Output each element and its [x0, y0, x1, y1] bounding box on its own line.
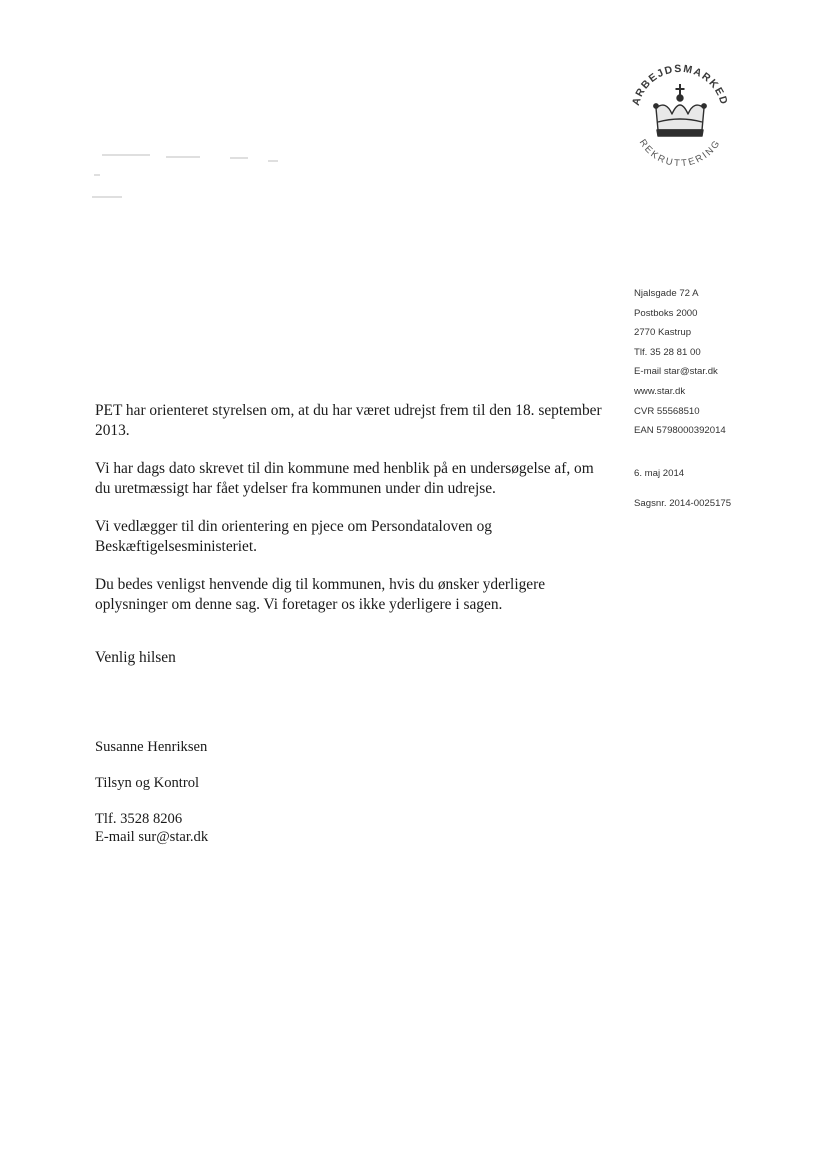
letter-paragraph: Du bedes venligst henvende dig til kommunen, hvis du ønsker yderligere oplysninger om denne sag. Vi foretager os ikke yderligere i sagen. — [95, 576, 546, 613]
crown-icon — [654, 84, 706, 136]
sender-ean: EAN 5798000392014 — [634, 425, 726, 437]
sender-cvr: CVR 55568510 — [634, 405, 700, 417]
signer-department: Tilsyn og Kontrol — [95, 775, 200, 791]
letter-paragraph: Vi har dags dato skrevet til din kommune med henblik på en undersøgelse af, om du uretmæssigt har fået ydelser fra kommunen under din udrejse. — [95, 460, 594, 497]
crown-seal-icon — [616, 48, 744, 176]
letter-paragraph: PET har orienteret styrelsen om, at du har været udrejst frem til den 18. september 2013. — [95, 402, 602, 439]
letter-closing: Venlig hilsen — [95, 649, 176, 666]
seal-top-text: ARBEJDSMARKED — [629, 62, 731, 107]
signature-block — [95, 738, 208, 846]
sender-address-line: 2770 Kastrup — [634, 327, 692, 339]
sender-info-panel — [634, 284, 814, 514]
svg-text:REKRUTTERING — [637, 137, 723, 169]
sender-address-line: Njalsgade 72 A — [634, 288, 699, 299]
letter-paragraph: Vi vedlægger til din orientering en pjece om Persondataloven og Beskæftigelsesministeriet. — [95, 518, 492, 555]
letter-body — [95, 401, 605, 633]
sender-phone: Tlf. 35 28 81 00 — [634, 346, 701, 358]
sender-address-line: Postboks 2000 — [634, 307, 698, 319]
signer-phone: Tlf. 3528 8206 — [95, 811, 183, 827]
sender-email: E-mail star@star.dk — [634, 366, 718, 378]
recipient-address-block — [92, 148, 312, 208]
seal-bottom-text: REKRUTTERING — [636, 137, 724, 170]
sender-web: www.star.dk — [634, 385, 686, 397]
letter-date: 6. maj 2014 — [634, 467, 685, 479]
signer-name: Susanne Henriksen — [95, 739, 208, 755]
case-number: Sagsnr. 2014-0025175 — [634, 498, 732, 510]
signer-email: E-mail sur@star.dk — [95, 829, 209, 845]
